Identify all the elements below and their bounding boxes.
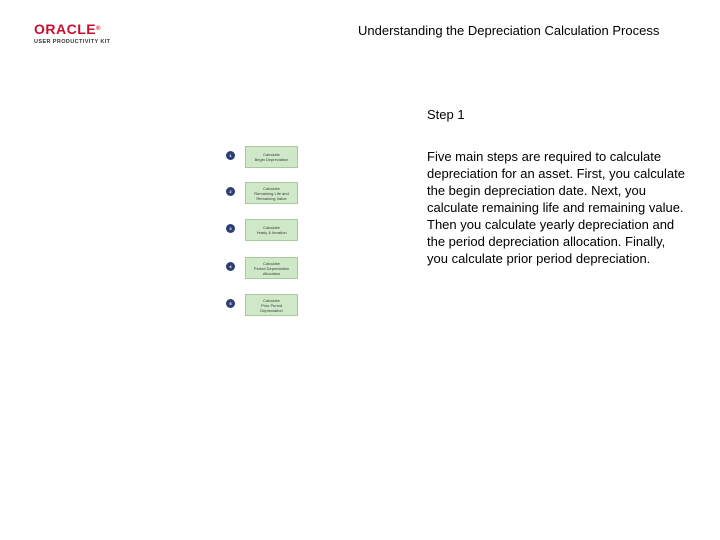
logo-wordmark-text: ORACLE bbox=[34, 21, 97, 37]
step-box: Calculate Prior Period Depreciation bbox=[245, 294, 298, 316]
step-box: Calculate Begin Depreciation bbox=[245, 146, 298, 168]
step-number-badge: 1 bbox=[226, 151, 235, 160]
flow-step-1 bbox=[226, 146, 302, 170]
oracle-upk-logo bbox=[34, 20, 134, 50]
flow-step-5 bbox=[226, 294, 302, 318]
step-number-badge: 3 bbox=[226, 224, 235, 233]
step-description: Five main steps are required to calculate depreciation for an asset. First, you calculate the begin depreciation date. Next, you calculate remaining life and remaining value. Then you calculate yearly depreciation and the period depreciation allocation. Finally, you calculate prior period depreciation. bbox=[427, 149, 685, 266]
step-number-badge: 5 bbox=[226, 299, 235, 308]
step-box: Calculate Remaining Life and Remaining Value bbox=[245, 182, 298, 204]
flow-step-3 bbox=[226, 219, 302, 243]
process-steps-diagram bbox=[226, 146, 302, 322]
flow-step-4 bbox=[226, 257, 302, 281]
step-box: Calculate Period Depreciation Allocation bbox=[245, 257, 298, 279]
step-number-badge: 2 bbox=[226, 187, 235, 196]
logo-subtitle: USER PRODUCTIVITY KIT bbox=[34, 39, 111, 45]
step-box: Calculate Yearly & Iteration bbox=[245, 219, 298, 241]
flow-step-2 bbox=[226, 182, 302, 206]
logo-wordmark bbox=[34, 22, 101, 36]
logo-registered-mark: ® bbox=[96, 26, 102, 32]
step-heading: Step 1 bbox=[427, 107, 465, 122]
document-title: Understanding the Depreciation Calculation Process bbox=[358, 23, 660, 38]
step-number-badge: 4 bbox=[226, 262, 235, 271]
